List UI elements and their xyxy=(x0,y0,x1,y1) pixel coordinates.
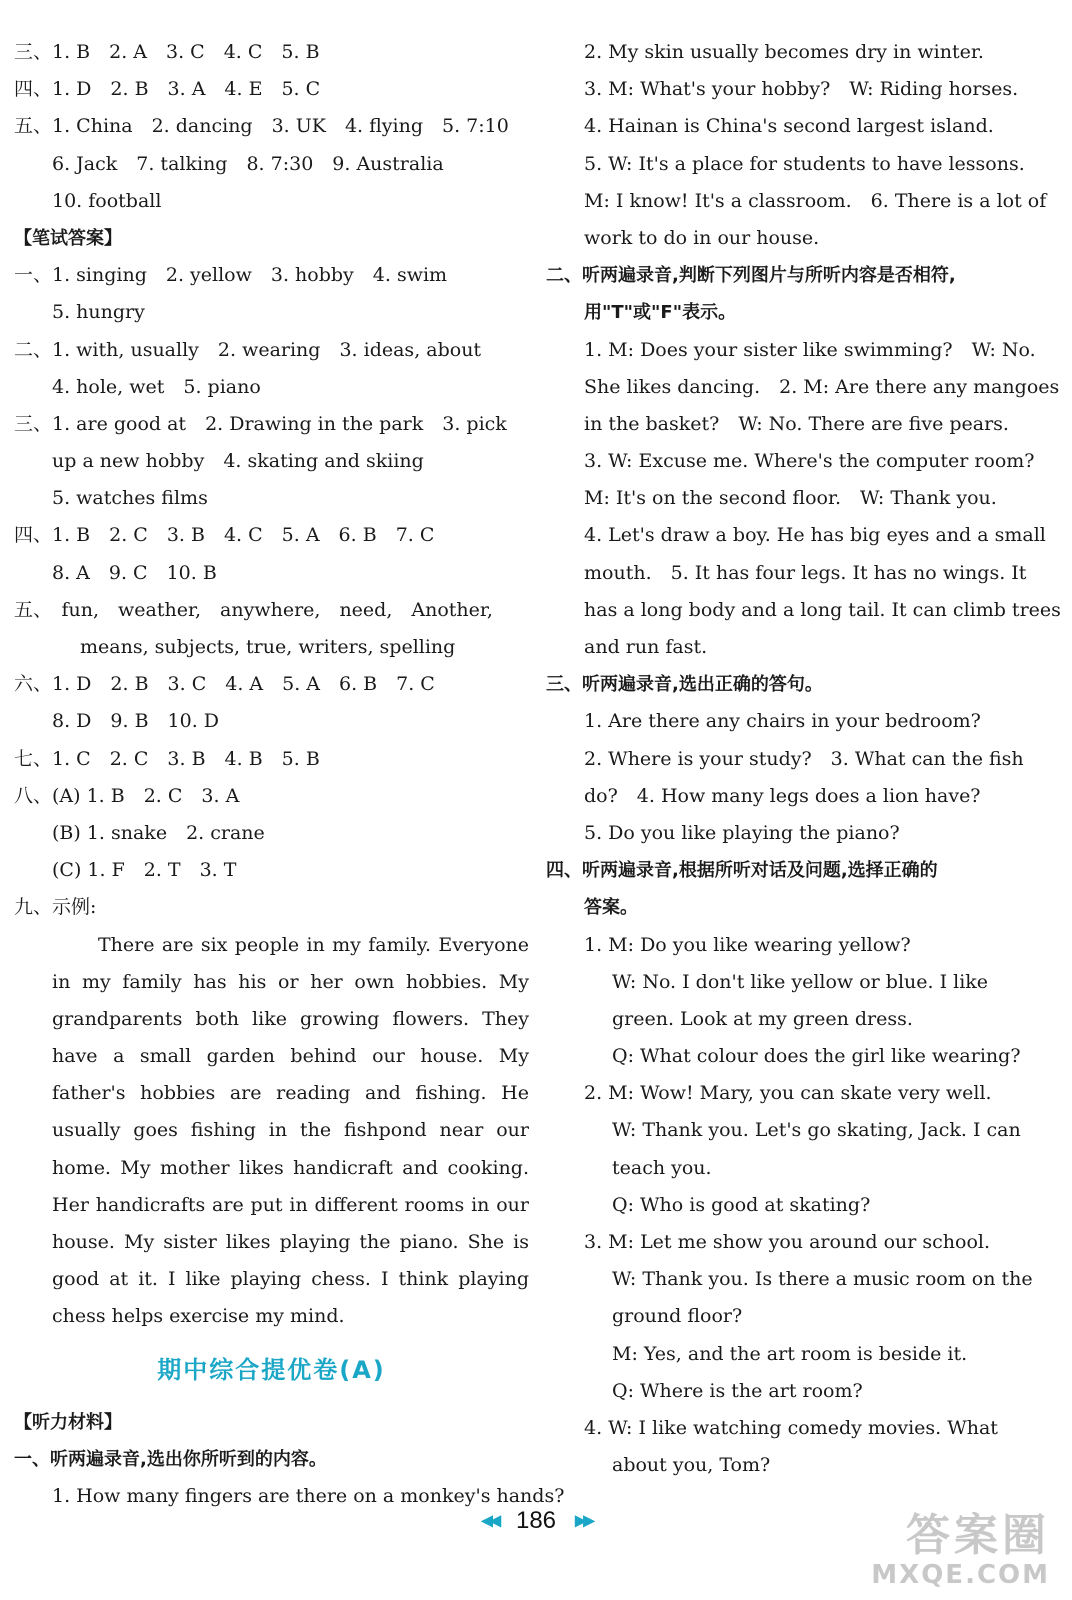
text-line: 九、示例: xyxy=(14,896,97,919)
text-line: 3. W: Excuse me. Where's the computer room? xyxy=(584,450,1035,473)
text-line: mouth. 5. It has four legs. It has no wings. It xyxy=(584,561,1027,584)
text-line: teach you. xyxy=(612,1156,712,1179)
text-line: W: No. I don't like yellow or blue. I like xyxy=(612,970,989,993)
text-line: 8. D 9. B 10. D xyxy=(52,710,220,733)
text-line: Q: Who is good at skating? xyxy=(612,1193,871,1216)
text-line: She likes dancing. 2. M: Are there any mangoes xyxy=(584,375,1060,398)
text-line: do? 4. How many legs does a lion have? xyxy=(584,784,981,807)
text-line: 10. football xyxy=(52,189,162,212)
text-line: about you, Tom? xyxy=(612,1454,771,1477)
text-line: 三、听两遍录音,选出正确的答句。 xyxy=(546,674,823,696)
text-line: in the basket? W: No. There are five pears. xyxy=(584,412,1009,435)
text-line: W: Thank you. Let's go skating, Jack. I can xyxy=(612,1119,1021,1142)
prev-arrow-icon: ◀◀ xyxy=(480,1512,498,1530)
right-column xyxy=(546,34,1060,1484)
text-line: 5. W: It's a place for students to have lessons. xyxy=(584,152,1025,175)
text-line: 【听力材料】 xyxy=(14,1411,122,1433)
text-line: (B) 1. snake 2. crane xyxy=(52,821,265,844)
text-line: good at it. I like playing chess. I think playing xyxy=(52,1268,529,1291)
text-line: 1. M: Does your sister like swimming? W: No. xyxy=(584,338,1036,361)
text-line: Her handicrafts are put in different rooms in our xyxy=(52,1193,529,1216)
text-line: M: I know! It's a classroom. 6. There is a lot of xyxy=(584,189,1047,212)
text-line: means, subjects, true, writers, spelling xyxy=(80,636,456,658)
text-line: M: It's on the second floor. W: Thank you. xyxy=(584,487,997,510)
text-line: and run fast. xyxy=(584,636,708,658)
text-line: 2. My skin usually becomes dry in winter. xyxy=(584,41,984,63)
text-line: have a small garden behind our house. My xyxy=(52,1045,529,1068)
text-line: ground floor? xyxy=(612,1305,743,1328)
text-line: usually goes fishing in the fishpond near our xyxy=(52,1119,529,1142)
text-line: 1. Are there any chairs in your bedroom? xyxy=(584,710,981,733)
text-line: 4. Let's draw a boy. He has big eyes and a small xyxy=(584,524,1046,547)
text-line: house. My sister likes playing the piano. She is xyxy=(52,1231,529,1253)
watermark-logo xyxy=(871,1512,1050,1590)
text-line: 二、1. with, usually 2. wearing 3. ideas, about xyxy=(14,338,482,361)
text-line: green. Look at my green dress. xyxy=(612,1007,913,1030)
text-line: 2. M: Wow! Mary, you can skate very well. xyxy=(584,1082,992,1105)
text-line: 4. Hainan is China's second largest island. xyxy=(584,115,994,138)
text-line: 五、1. China 2. dancing 3. UK 4. flying 5. 7:10 xyxy=(14,115,509,138)
text-line: 二、听两遍录音,判断下列图片与所听内容是否相符, xyxy=(546,265,956,287)
text-line: home. My mother likes handicraft and cooking. xyxy=(52,1156,529,1179)
text-line: work to do in our house. xyxy=(584,226,820,249)
text-line: 1. How many fingers are there on a monkey's hands? xyxy=(52,1484,565,1507)
text-line: (C) 1. F 2. T 3. T xyxy=(52,859,237,882)
text-line: 六、1. D 2. B 3. C 4. A 5. A 6. B 7. C xyxy=(14,673,435,696)
text-line: has a long body and a long tail. It can climb trees xyxy=(584,598,1061,621)
text-line: Q: Where is the art room? xyxy=(612,1379,863,1402)
text-line: There are six people in my family. Everyone xyxy=(98,933,529,956)
text-line: chess helps exercise my mind. xyxy=(52,1305,345,1328)
text-line: Q: What colour does the girl like wearing? xyxy=(612,1045,1021,1068)
text-line: 5. hungry xyxy=(52,301,145,324)
text-line: 一、1. singing 2. yellow 3. hobby 4. swim xyxy=(14,264,448,287)
text-line: 五、 fun, weather, anywhere, need, Another, xyxy=(14,598,493,621)
text-line: 四、1. B 2. C 3. B 4. C 5. A 6. B 7. C xyxy=(14,524,435,547)
text-line: up a new hobby 4. skating and skiing xyxy=(52,450,424,473)
text-line: 四、1. D 2. B 3. A 4. E 5. C xyxy=(14,78,321,101)
left-column xyxy=(14,34,565,1515)
section-title: 期中综合提优卷(A) xyxy=(157,1355,386,1384)
text-line: 5. Do you like playing the piano? xyxy=(584,821,900,844)
text-line: W: Thank you. Is there a music room on the xyxy=(612,1268,1033,1291)
text-line: in my family has his or her own hobbies. My xyxy=(52,970,529,993)
text-line: M: Yes, and the art room is beside it. xyxy=(612,1342,968,1365)
page-number: 186 xyxy=(515,1506,557,1534)
answer-key-block xyxy=(14,34,529,1336)
listening-material-block xyxy=(14,1404,565,1516)
text-line: father's hobbies are reading and fishing. He xyxy=(52,1082,529,1105)
text-line: 四、听两遍录音,根据所听对话及问题,选择正确的 xyxy=(546,860,938,882)
text-line: 三、1. B 2. A 3. C 4. C 5. B xyxy=(14,41,320,63)
text-line: 1. M: Do you like wearing yellow? xyxy=(584,933,911,956)
text-line: 2. Where is your study? 3. What can the fish xyxy=(584,747,1024,770)
text-line: 三、1. are good at 2. Drawing in the park 3. pick xyxy=(14,412,507,435)
text-line: 4. hole, wet 5. piano xyxy=(52,375,261,398)
text-line: grandparents both like growing flowers. They xyxy=(52,1007,529,1030)
listening-script-block xyxy=(546,34,1060,1484)
watermark-url: MXQE.COM xyxy=(871,1560,1050,1590)
text-line: 答案。 xyxy=(584,897,638,919)
text-line: 【笔试答案】 xyxy=(14,227,122,249)
text-line: 5. watches films xyxy=(52,487,208,510)
text-line: 3. M: Let me show you around our school. xyxy=(584,1231,991,1253)
watermark-text: 答案圈 xyxy=(906,1510,1050,1561)
text-line: 6. Jack 7. talking 8. 7:30 9. Australia xyxy=(52,152,444,175)
text-line: 用"T"或"F"表示。 xyxy=(584,302,737,324)
text-line: 八、(A) 1. B 2. C 3. A xyxy=(14,784,240,807)
text-line: 4. W: I like watching comedy movies. What xyxy=(584,1416,998,1439)
text-line: 七、1. C 2. C 3. B 4. B 5. B xyxy=(14,747,320,770)
text-line: 8. A 9. C 10. B xyxy=(52,561,217,584)
text-line: 3. M: What's your hobby? W: Riding horses. xyxy=(584,78,1019,101)
next-arrow-icon: ▶▶ xyxy=(574,1512,592,1530)
text-line: 一、听两遍录音,选出你所听到的内容。 xyxy=(14,1448,327,1470)
